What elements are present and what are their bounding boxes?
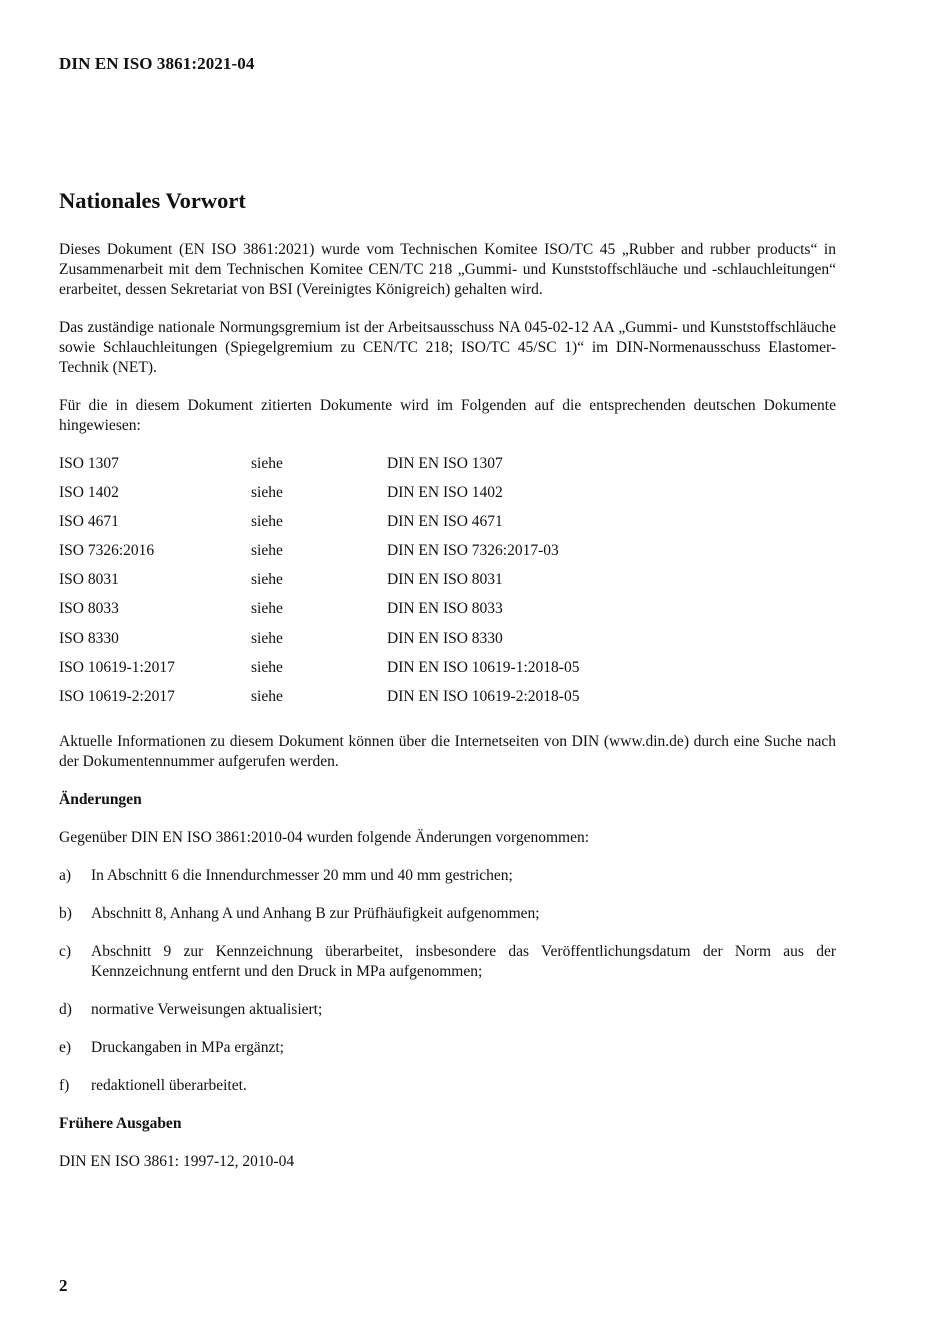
reference-iso: ISO 7326:2016 bbox=[59, 542, 155, 560]
paragraph-info: Aktuelle Informationen zu diesem Dokument können über die Internetseiten von DIN (www.din.de) durch eine Suche nach der Dokumentennummer aufgerufen werden. bbox=[59, 732, 836, 770]
changes-heading: Änderungen bbox=[59, 790, 142, 808]
list-item bbox=[59, 1076, 836, 1096]
reference-din: DIN EN ISO 8033 bbox=[387, 600, 503, 618]
list-marker: f) bbox=[59, 1076, 70, 1094]
list-item bbox=[59, 1038, 836, 1058]
reference-iso: ISO 4671 bbox=[59, 513, 119, 531]
reference-row bbox=[59, 658, 836, 687]
previous-editions-heading: Frühere Ausgaben bbox=[59, 1114, 182, 1132]
reference-row bbox=[59, 599, 836, 628]
reference-see: siehe bbox=[251, 455, 283, 472]
reference-din: DIN EN ISO 4671 bbox=[387, 513, 503, 531]
reference-row bbox=[59, 629, 836, 658]
list-marker: b) bbox=[59, 904, 72, 922]
reference-din: DIN EN ISO 10619-2:2018-05 bbox=[387, 687, 580, 705]
reference-see: siehe bbox=[251, 571, 283, 589]
reference-iso: ISO 8031 bbox=[59, 571, 119, 589]
reference-see: siehe bbox=[251, 513, 283, 531]
paragraph-committee: Dieses Dokument (EN ISO 3861:2021) wurde vom Technischen Komitee ISO/TC 45 „Rubber and rubber products“ in Zusammenarbeit mit dem Technischen Komitee CEN/TC 218 „Gummi- und Kunststoffschläuche und -schlauchleitungen“ erarbeitet, dessen Sekretariat von BSI (Vereinigtes Königreich) gehalten wird. bbox=[59, 241, 836, 298]
changes-intro: Gegenüber DIN EN ISO 3861:2010-04 wurden folgende Änderungen vorgenommen: bbox=[59, 828, 590, 846]
reference-row bbox=[59, 541, 836, 570]
list-text: Abschnitt 8, Anhang A und Anhang B zur Prüfhäufigkeit aufgenommen; bbox=[91, 904, 540, 922]
list-marker: e) bbox=[59, 1038, 72, 1056]
paragraph-national-body: Das zuständige nationale Normungsgremium ist der Arbeitsausschuss NA 045-02-12 AA „Gummi- und Kunststoffschläuche sowie Schlauchleitungen (Spiegelgremium zu CEN/TC 218; ISO/TC 45/SC 1)“ im DIN-Normenausschuss Elastomer-Technik (NET). bbox=[59, 319, 836, 376]
list-text: Abschnitt 9 zur Kennzeichnung überarbeitet, insbesondere das Veröffentlichungsdatum der Norm aus der Kennzeichnung entfernt und den Druck in MPa aufgenommen; bbox=[91, 942, 836, 980]
reference-row bbox=[59, 687, 836, 716]
reference-iso: ISO 1402 bbox=[59, 484, 119, 502]
reference-row bbox=[59, 454, 836, 483]
reference-iso: ISO 10619-2:2017 bbox=[59, 687, 175, 705]
paragraph-references-intro: Für die in diesem Dokument zitierten Dokumente wird im Folgenden auf die entsprechenden deutschen Dokumente hingewiesen: bbox=[59, 397, 836, 434]
reference-row bbox=[59, 512, 836, 541]
list-item bbox=[59, 1000, 836, 1020]
reference-din: DIN EN ISO 1402 bbox=[387, 484, 503, 502]
reference-iso: ISO 10619-1:2017 bbox=[59, 658, 175, 676]
reference-din: DIN EN ISO 8031 bbox=[387, 571, 503, 589]
reference-din: DIN EN ISO 10619-1:2018-05 bbox=[387, 658, 580, 676]
reference-din: DIN EN ISO 7326:2017-03 bbox=[387, 542, 559, 560]
reference-see: siehe bbox=[251, 658, 283, 676]
reference-iso: ISO 8033 bbox=[59, 600, 119, 618]
previous-editions-text: DIN EN ISO 3861: 1997-12, 2010-04 bbox=[59, 1152, 295, 1170]
list-text: Druckangaben in MPa ergänzt; bbox=[91, 1038, 284, 1056]
document-body bbox=[59, 240, 836, 1190]
reference-see: siehe bbox=[251, 687, 283, 705]
reference-see: siehe bbox=[251, 542, 283, 560]
list-marker: c) bbox=[59, 942, 72, 960]
document-id-header: DIN EN ISO 3861:2021-04 bbox=[59, 54, 255, 73]
reference-see: siehe bbox=[251, 629, 283, 647]
list-text: redaktionell überarbeitet. bbox=[91, 1076, 247, 1094]
changes-list bbox=[59, 866, 836, 1096]
reference-row bbox=[59, 483, 836, 512]
reference-iso: ISO 8330 bbox=[59, 629, 119, 647]
list-marker: a) bbox=[59, 866, 72, 884]
reference-see: siehe bbox=[251, 484, 283, 502]
reference-see: siehe bbox=[251, 600, 283, 618]
list-item bbox=[59, 866, 836, 886]
reference-row bbox=[59, 570, 836, 599]
reference-din: DIN EN ISO 1307 bbox=[387, 455, 503, 472]
list-item bbox=[59, 904, 836, 924]
list-text: In Abschnitt 6 die Innendurchmesser 20 mm und 40 mm gestrichen; bbox=[91, 866, 513, 884]
list-item bbox=[59, 942, 836, 982]
page-title: Nationales Vorwort bbox=[59, 188, 246, 213]
reference-table bbox=[59, 454, 836, 716]
list-text: normative Verweisungen aktualisiert; bbox=[91, 1000, 323, 1018]
list-marker: d) bbox=[59, 1000, 72, 1018]
reference-din: DIN EN ISO 8330 bbox=[387, 629, 503, 647]
page-number: 2 bbox=[59, 1276, 68, 1295]
reference-iso: ISO 1307 bbox=[59, 455, 119, 472]
